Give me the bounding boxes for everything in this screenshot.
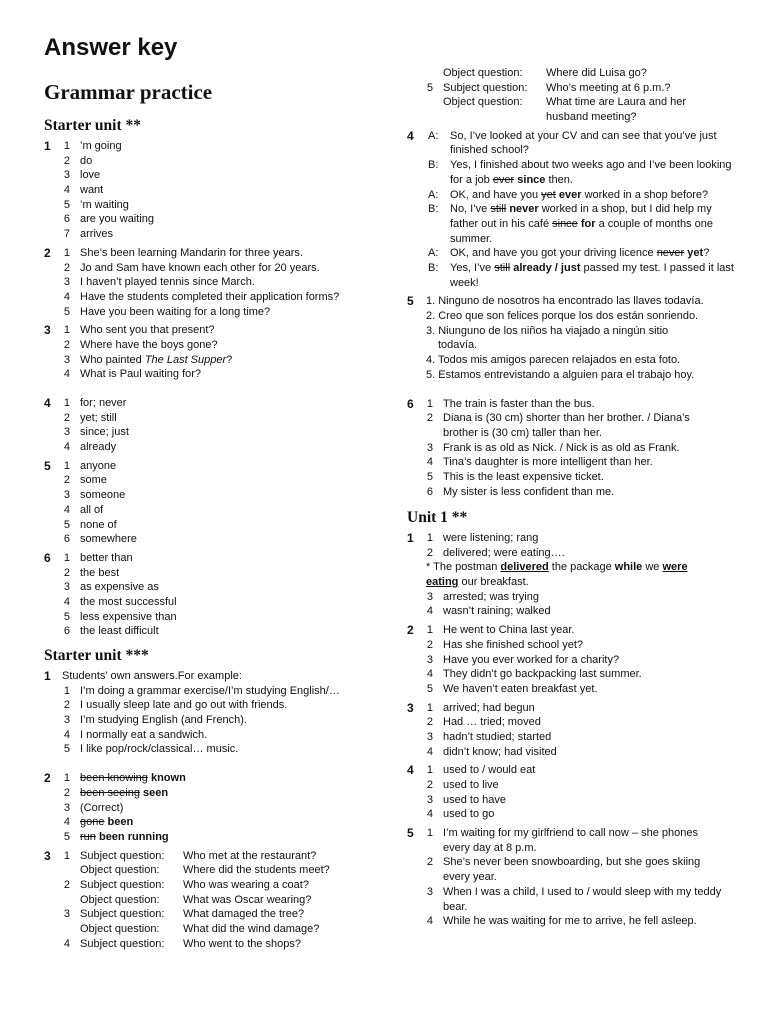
corrected-text: for: [580, 217, 596, 230]
answer-text: arrives: [80, 228, 114, 241]
answer-text: What is Paul waiting for?: [80, 368, 202, 381]
object-label: Object question:: [80, 864, 160, 877]
exercise-number: 5: [407, 294, 414, 309]
corrected-text: yet: [687, 247, 704, 260]
item-number: 5: [63, 743, 70, 756]
question-mark: ?: [226, 353, 233, 366]
translation-text: 5. Estamos entrevistando a alguien para el trabajo hoy.: [426, 368, 695, 381]
answer-text: The train is faster than the bus.: [443, 397, 595, 410]
item-number: 2: [426, 638, 433, 651]
item-number: 4: [426, 808, 433, 821]
item-number: 3: [426, 730, 433, 743]
item-number: 1: [63, 684, 70, 697]
answer-text: [80, 815, 374, 830]
answer-text: the best: [80, 566, 120, 579]
item-number: 4: [426, 605, 433, 618]
left-column-lower: [44, 669, 374, 951]
answer-text: better than: [80, 551, 133, 564]
item-number: 4: [63, 595, 70, 608]
answer-text: Jo and Sam have known each other for 20 years.: [80, 261, 320, 274]
corrected-text: been running: [98, 830, 169, 843]
item-number: 1: [426, 827, 433, 840]
answer-text: do: [80, 154, 93, 167]
item-number: 4: [63, 368, 70, 381]
answer-text: I’m waiting for my girlfriend to call now – she phones every day at 8 p.m.: [443, 827, 698, 854]
item-number: 2: [63, 411, 70, 424]
item-number: 3: [63, 801, 70, 814]
exercise-2: [44, 771, 374, 844]
answer-text: were listening; rang: [443, 532, 539, 544]
item-number: 2: [426, 716, 433, 729]
item-number: 1: [63, 140, 70, 152]
answer-text: (Correct): [80, 801, 124, 814]
speaker-b: B:: [428, 262, 439, 275]
exercise-4-dialogue: [407, 129, 737, 291]
subject-label: Subject question:: [80, 878, 165, 891]
exercise-1: [44, 139, 374, 242]
exercise-6: [44, 551, 374, 639]
struck-text: been knowing: [80, 772, 148, 785]
dialogue-line: [450, 158, 737, 187]
item-number: 4: [426, 456, 433, 469]
item-number: 4: [63, 184, 70, 197]
note-emphasis: while: [614, 561, 643, 574]
item-number: 7: [63, 228, 70, 241]
dialogue-text: No, I’ve: [450, 203, 488, 216]
translation-text: 3. Niunguno de los niños ha viajado a ningún sitio: [426, 324, 669, 337]
answer-text: the least difficult: [80, 625, 159, 638]
struck-text: gone: [80, 816, 105, 829]
exercise-5-translation: [407, 294, 737, 382]
item-number: 2: [63, 878, 70, 891]
dialogue-text: a couple of months one summer.: [450, 217, 713, 245]
answer-text: Where did the students meet?: [183, 864, 330, 877]
item-number: 1: [63, 246, 70, 259]
answer-text: used to have: [443, 793, 506, 806]
item-number: 2: [63, 474, 70, 487]
answer-text: Have you been waiting for a long time?: [80, 305, 271, 318]
struck-text: still: [490, 203, 507, 216]
dialogue-text: Yes, I’ve: [450, 262, 492, 275]
right-column-lower: [407, 531, 737, 929]
exercise-3: [44, 849, 374, 952]
answer-text: [80, 786, 374, 801]
item-number: 3: [63, 169, 70, 182]
intro-text: Students’ own answers.For example:: [62, 670, 242, 682]
exercise-number: 2: [44, 245, 51, 260]
note-part: we: [642, 561, 663, 574]
item-number: 1: [63, 772, 70, 785]
speaker-a: A:: [428, 247, 439, 260]
item-number: 1: [426, 397, 433, 410]
answer-text: This is the least expensive ticket.: [443, 470, 604, 483]
dialogue-text: worked in a shop, but I did help my father out in his café: [450, 203, 712, 230]
item-number: 3: [63, 353, 70, 366]
answer-text: none of: [80, 518, 117, 531]
subject-label: Subject question:: [443, 81, 528, 94]
object-label: Object question:: [80, 893, 160, 906]
answer-text: Has she finished school yet?: [443, 638, 584, 651]
item-number: 2: [426, 856, 433, 869]
item-number: 2: [426, 412, 433, 425]
item-number: 1: [426, 701, 433, 714]
exercise-number: 1: [407, 531, 414, 545]
answer-text: somewhere: [80, 533, 137, 546]
answer-text: She’s been learning Mandarin for three years.: [80, 246, 303, 259]
slash: /: [554, 262, 558, 275]
item-number: 5: [63, 198, 70, 211]
translation-text: 2. Creo que son felices porque los dos están sonriendo.: [426, 310, 699, 323]
item-number: 4: [63, 290, 70, 303]
item-number: 5: [63, 830, 70, 843]
answer-text: Have the students completed their application forms?: [80, 290, 340, 303]
item-number: 1: [63, 849, 70, 862]
item-number: 2: [426, 779, 433, 792]
answer-text: [80, 353, 374, 368]
item-number: 2: [63, 338, 70, 351]
answer-text: someone: [80, 489, 126, 502]
answer-text: We haven’t eaten breakfast yet.: [443, 682, 598, 695]
item-number: 4: [426, 915, 433, 928]
answer-text: Tina’s daughter is more intelligent than her.: [443, 456, 653, 469]
corrected-text: seen: [143, 786, 169, 799]
dialogue-text: ?: [703, 247, 710, 260]
dialogue-text: then.: [548, 173, 573, 186]
item-number: 4: [426, 668, 433, 681]
answer-text: the most successful: [80, 595, 177, 608]
item-number: 1: [63, 397, 70, 409]
item-number: 3: [63, 581, 70, 594]
item-number: 5: [63, 305, 70, 318]
item-number: 3: [63, 426, 70, 439]
painting-title: The Last Supper: [144, 353, 227, 366]
exercise-5: [44, 459, 374, 547]
answer-text: My sister is less confident than me.: [443, 485, 615, 498]
answer-text: arrived; had begun: [443, 701, 535, 714]
exercise-1: [407, 531, 737, 619]
answer-text: Where have the boys gone?: [80, 338, 218, 351]
exercise-3-continued: [407, 66, 737, 125]
translation-text: todavía.: [438, 339, 478, 352]
answer-text: yet; still: [80, 411, 117, 424]
exercise-number: 4: [44, 396, 51, 410]
answer-text: didn’t know; had visited: [443, 745, 557, 758]
struck-text: been seeing: [80, 786, 140, 799]
starter-unit-3-heading: Starter unit ***: [44, 647, 149, 664]
exercise-number: 5: [44, 458, 51, 473]
struck-text: still: [494, 262, 511, 275]
subject-label: Subject question:: [80, 937, 165, 950]
exercise-number: 2: [44, 771, 51, 786]
exercise-3: [44, 323, 374, 382]
answer-text: I haven’t played tennis since March.: [80, 276, 255, 289]
dialogue-text: OK, and have you got your driving licence: [450, 247, 654, 260]
item-number: 5: [426, 682, 433, 695]
answer-text: delivered; were eating….: [443, 546, 565, 559]
speaker-b: B:: [428, 203, 439, 216]
answer-text: What damaged the tree?: [183, 908, 305, 921]
answer-text: used to go: [443, 808, 495, 821]
item-number: 3: [63, 908, 70, 921]
note-part: our breakfast.: [458, 576, 529, 589]
dialogue-line: [450, 188, 737, 203]
item-number: 2: [63, 786, 70, 799]
subject-label: Subject question:: [80, 849, 165, 862]
corrected-text: since: [517, 173, 546, 186]
exercise-number: 4: [407, 128, 414, 143]
item-number: 2: [63, 699, 70, 712]
exercise-number: 6: [44, 550, 51, 565]
struck-text: ever: [492, 173, 515, 186]
dialogue-line: So, I’ve looked at your CV and can see that you’ve just finished school?: [450, 129, 717, 157]
struck-text: since: [552, 217, 578, 230]
answer-text: [80, 830, 374, 845]
answer-text: Who’s meeting at 6 p.m.?: [546, 81, 671, 94]
answer-text: all of: [80, 503, 104, 516]
item-number: 6: [63, 213, 70, 226]
note-part: the package: [548, 561, 615, 574]
translation-text: 4. Todos mis amigos parecen relajados en esta foto.: [426, 354, 681, 367]
answer-text: as expensive as: [80, 581, 159, 594]
item-number: 2: [63, 566, 70, 579]
exercise-4: [44, 396, 374, 455]
dialogue-text: OK, and have you: [450, 188, 539, 201]
item-number: 5: [63, 610, 70, 623]
dialogue-line: [450, 261, 737, 290]
item-number: 1: [426, 532, 433, 544]
answer-text: love: [80, 169, 101, 182]
answer-text: Who met at the restaurant?: [183, 849, 317, 862]
item-number: 4: [63, 503, 70, 516]
struck-text: run: [80, 830, 96, 843]
item-number: 4: [63, 441, 70, 454]
corrected-text: been: [107, 816, 134, 829]
exercise-number: 3: [407, 700, 414, 715]
right-column: [407, 66, 737, 499]
item-number: 5: [426, 81, 433, 94]
exercise-number: 1: [44, 669, 51, 683]
exercise-number: 6: [407, 396, 414, 411]
item-number: 3: [426, 885, 433, 898]
item-number: 3: [426, 653, 433, 666]
corrected-text: known: [150, 772, 186, 785]
subject-label: Subject question:: [80, 908, 165, 921]
answer-text: wasn’t raining; walked: [443, 605, 551, 618]
answer-text: I normally eat a sandwich.: [80, 728, 208, 741]
answer-text: When I was a child, I used to / would sleep with my teddy bear.: [443, 885, 722, 913]
answer-text: used to / would eat: [443, 764, 536, 777]
answer-text: already: [80, 441, 117, 454]
item-number: 4: [63, 816, 70, 829]
section-heading: Grammar practice: [44, 80, 213, 104]
answer-text: arrested; was trying: [443, 590, 539, 603]
exercise-3: [407, 701, 737, 760]
answer-text: She’s never been snowboarding, but she goes skiing every year.: [443, 856, 701, 884]
struck-text: never: [656, 247, 685, 260]
item-number: 6: [63, 625, 70, 638]
answer-text: While he was waiting for me to arrive, he fell asleep.: [443, 915, 697, 928]
item-number: 1: [63, 324, 70, 337]
answer-text: Who sent you that present?: [80, 324, 215, 337]
item-number: 2: [426, 546, 433, 559]
item-number: 1: [426, 764, 433, 777]
exercise-number: 2: [407, 623, 414, 638]
exercise-number: 1: [44, 139, 51, 153]
answer-text: What time are Laura and her husband meeting?: [546, 96, 687, 124]
page-title: Answer key: [44, 34, 178, 61]
exercise-1: [44, 669, 374, 757]
answer-text: less expensive than: [80, 610, 177, 623]
item-number: 3: [426, 590, 433, 603]
dialogue-text: worked in a shop before?: [584, 188, 709, 201]
item-number: 6: [426, 485, 433, 498]
left-column: [44, 139, 374, 639]
dialogue-line: [450, 202, 737, 246]
item-number: 6: [63, 533, 70, 546]
item-number: 2: [63, 261, 70, 274]
object-label: Object question:: [443, 67, 523, 79]
answer-text: anyone: [80, 459, 117, 472]
answer-text: What did the wind damage?: [183, 923, 320, 935]
speaker-a: A:: [428, 129, 439, 142]
starter-unit-2-heading: Starter unit **: [44, 117, 142, 134]
answer-text: Who was wearing a coat?: [183, 878, 309, 891]
answer-text: I’m doing a grammar exercise/I’m studying English/…: [80, 684, 340, 697]
dialogue-line: [450, 246, 737, 261]
speaker-a: A:: [428, 188, 439, 201]
object-label: Object question:: [443, 96, 523, 109]
item-number: 4: [63, 728, 70, 741]
answer-text: ’m going: [80, 140, 122, 152]
answer-text: hadn’t studied; started: [443, 730, 552, 743]
item-number: 1: [63, 551, 70, 564]
note-part: * The postman: [426, 561, 501, 574]
struck-text: yet: [541, 188, 556, 201]
exercise-number: 5: [407, 826, 414, 841]
answer-text: They didn’t go backpacking last summer.: [443, 668, 642, 681]
exercise-4: [407, 763, 737, 822]
answer-text: are you waiting: [80, 213, 154, 226]
object-label: Object question:: [80, 923, 160, 935]
note-text: [426, 560, 716, 589]
translation-text: 1. Ninguno de nosotros ha encontrado las llaves todavía.: [426, 295, 704, 308]
exercise-2: [407, 623, 737, 696]
answer-text: Frank is as old as Nick. / Nick is as old as Frank.: [443, 441, 680, 454]
exercise-number: 3: [44, 323, 51, 338]
unit-1-heading: Unit 1 **: [407, 509, 468, 526]
exercise-2: [44, 246, 374, 319]
item-number: 3: [63, 489, 70, 502]
item-number: 5: [426, 470, 433, 483]
answer-text: I’m studying English (and French).: [80, 714, 247, 727]
answer-text: [80, 771, 374, 786]
answer-text: ’m waiting: [80, 198, 129, 211]
speaker-b: B:: [428, 159, 439, 172]
answer-text: some: [80, 474, 107, 487]
item-number: 2: [63, 154, 70, 167]
note-emphasis: delivered: [500, 561, 549, 574]
dialogue-text: Yes, I finished about two weeks ago and I’ve been looking for a job: [450, 159, 732, 186]
dialogue-text: passed my test. I passed it last week!: [450, 262, 734, 289]
exercise-number: 4: [407, 763, 414, 778]
answer-text: What was Oscar wearing?: [183, 893, 312, 906]
note-emphasis: were eating: [426, 561, 688, 589]
answer-text: Who went to the shops?: [183, 937, 302, 950]
item-number: 1: [426, 624, 433, 637]
corrected-text: ever: [558, 188, 582, 201]
item-number: 4: [426, 745, 433, 758]
exercise-number: 3: [44, 848, 51, 863]
item-number: 5: [63, 518, 70, 531]
answer-text: Had … tried; moved: [443, 716, 541, 729]
answer-text: I usually sleep late and go out with friends.: [80, 699, 288, 712]
corrected-text: never: [509, 203, 539, 216]
item-number: 1: [63, 459, 70, 472]
item-number: 3: [63, 276, 70, 289]
answer-text: He went to China last year.: [443, 624, 575, 637]
answer-text: want: [80, 184, 104, 197]
answer-text: I like pop/rock/classical… music.: [80, 743, 239, 756]
item-number: 3: [63, 714, 70, 727]
exercise-5: [407, 826, 737, 929]
answer-text: Where did Luisa go?: [546, 67, 647, 79]
answer-text: for; never: [80, 397, 127, 409]
corrected-text: already: [513, 262, 552, 275]
answer-text: Have you ever worked for a charity?: [443, 653, 620, 666]
answer-text: used to live: [443, 779, 499, 792]
answer-text: since; just: [80, 426, 129, 439]
answer-text: Diana is (30 cm) shorter than her brother. / Diana’s brother is (30 cm) taller than her.: [443, 412, 690, 439]
corrected-text: just: [560, 262, 581, 275]
item-number: 3: [426, 441, 433, 454]
answer-text-part: Who painted: [80, 353, 145, 366]
exercise-6: [407, 397, 737, 500]
item-number: 3: [426, 793, 433, 806]
item-number: 4: [63, 937, 70, 950]
